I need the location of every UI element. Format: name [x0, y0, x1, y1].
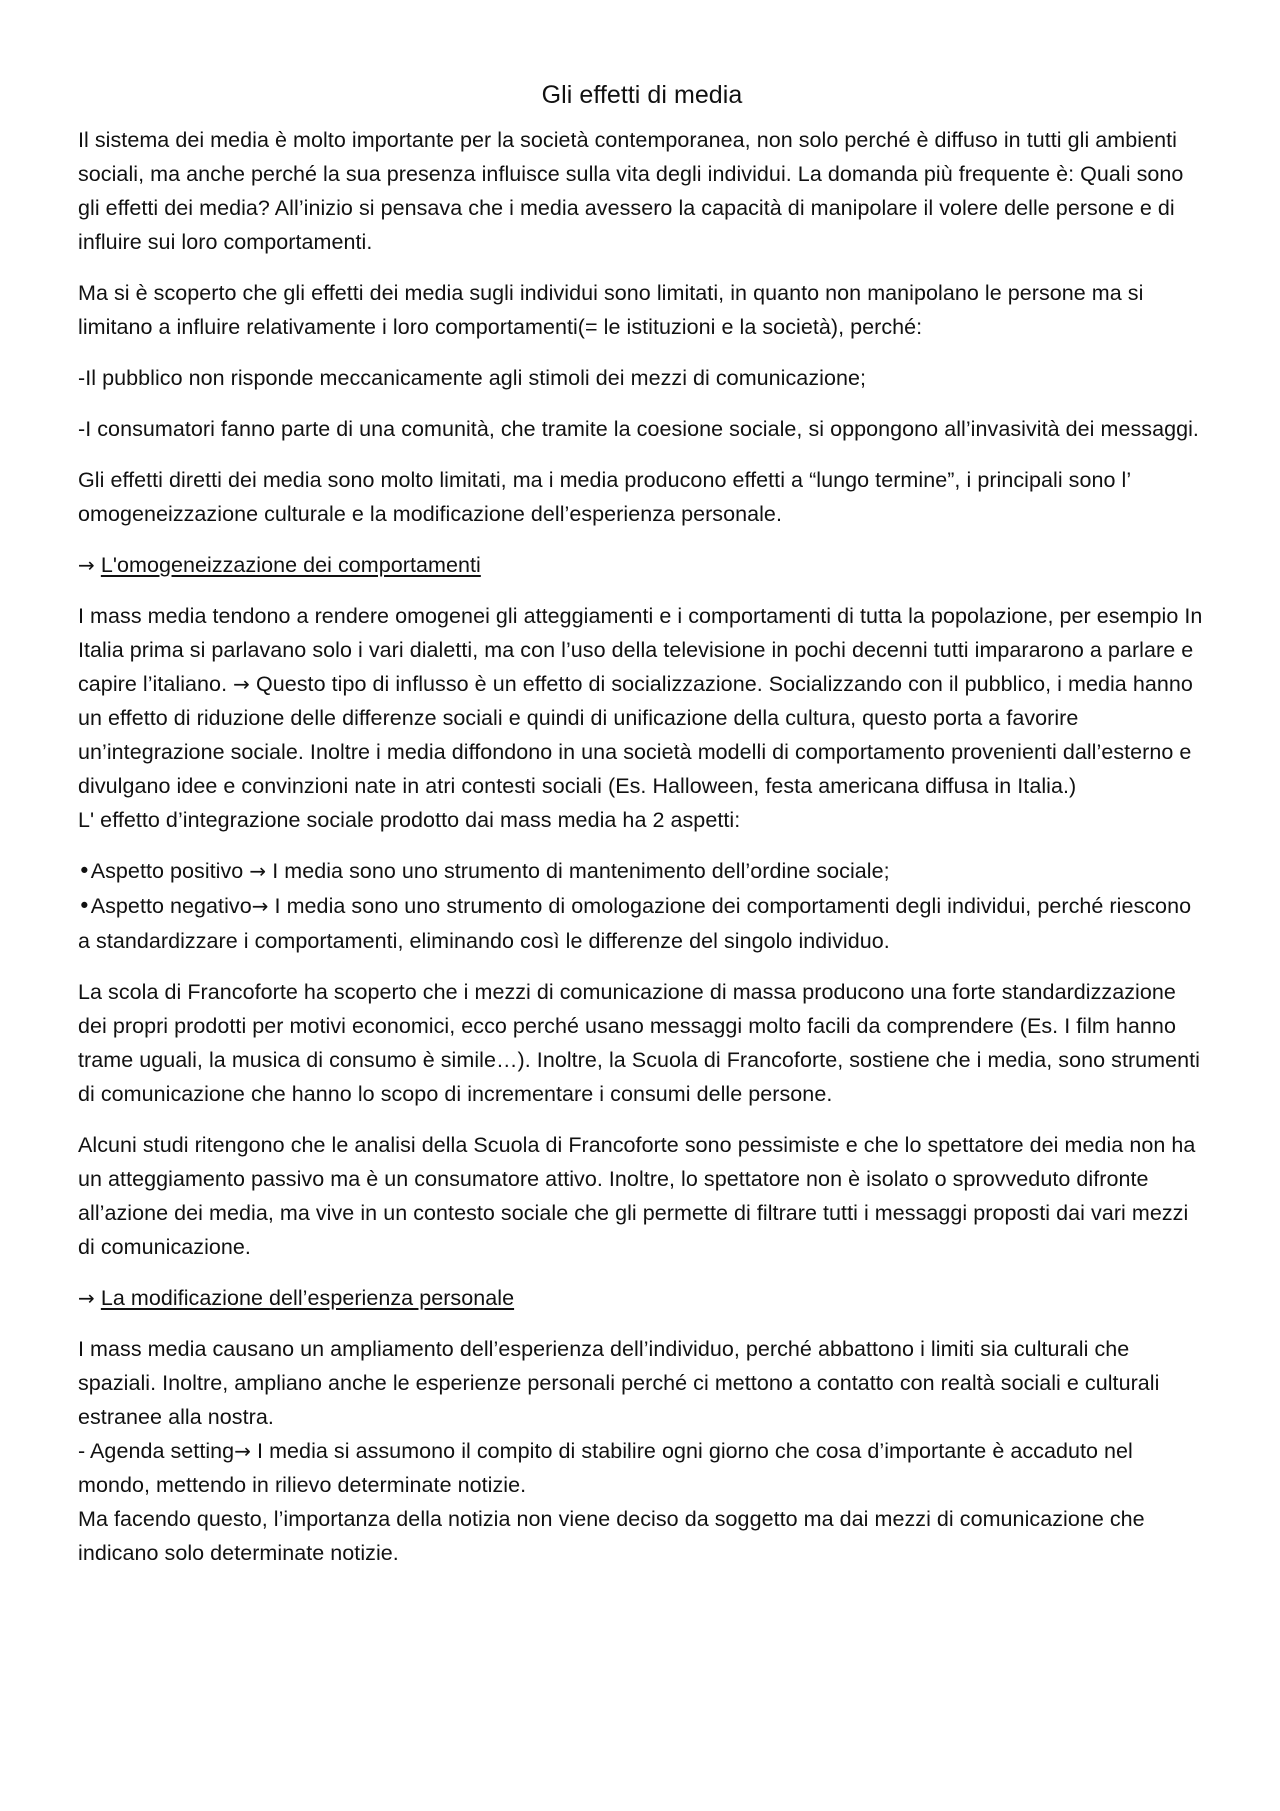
homogenization-text-start: I mass media tendono a rendere omogenei gli atteggiamenti e i comportamenti di tutta la popolazione, per esempio In Italia prima si parlavano solo i vari dialetti, ma con l’uso della televisione in pochi decenni tutti impararono a parlare e capire l’italiano.	[78, 604, 1203, 696]
list-item	[78, 889, 1206, 958]
list-item	[78, 854, 1206, 889]
agenda-label: - Agenda setting	[78, 1439, 235, 1463]
aspect-text: I media sono uno strumento di mantenimento dell’ordine sociale;	[272, 859, 890, 883]
arrow-icon: →	[249, 859, 267, 883]
point-consumers: -I consumatori fanno parte di una comunità, che tramite la coesione sociale, si oppongono all’invasività dei messaggi.	[78, 417, 1199, 441]
page-title: Gli effetti di media	[541, 81, 743, 109]
integration-aspects-line: L' effetto d’integrazione sociale prodotto dai mass media ha 2 aspetti:	[78, 808, 741, 832]
aspects-list	[78, 854, 1206, 958]
point-audience: -Il pubblico non risponde meccanicamente agli stimoli dei mezzi di comunicazione;	[78, 366, 866, 390]
section-heading-text: L'omogeneizzazione dei comportamenti	[100, 553, 481, 577]
intro-paragraph: Il sistema dei media è molto importante per la società contemporanea, non solo perché è diffuso in tutti gli ambienti sociali, ma anche perché la sua presenza influisce sulla vita degli individui. La domanda più frequente è: Quali sono gli effetti dei media? All’inizio si pensava che i media avessero la capacità di manipolare il volere delle persone e di influire sui loro comportamenti.	[78, 128, 1184, 254]
document-page	[78, 78, 1206, 1587]
aspect-label: Aspetto negativo	[90, 894, 252, 918]
homogenization-text-rest: Questo tipo di influsso è un effetto di socializzazione. Socializzando con il pubblico, i media hanno un effetto di riduzione delle differenze sociali e quindi di unificazione della cultura, questo porta a favorire un’integrazione sociale. Inoltre i media diffondono in una società modelli di comportamento provenienti dall’esterno e divulgano idee e convinzioni nate in atri contesti sociali (Es. Halloween, festa americana diffusa in Italia.)	[78, 672, 1193, 798]
arrow-icon: →	[234, 1439, 252, 1463]
arrow-icon: →	[78, 1286, 95, 1310]
bullet-icon: •	[78, 859, 91, 884]
agenda-text: I media si assumono il compito di stabilire ogni giorno che cosa d’importante è accaduto nel mondo, mettendo in rilievo determinate notizie.	[78, 1439, 1133, 1497]
section-heading-text: La modificazione dell’esperienza personale	[100, 1286, 515, 1310]
discovery-paragraph: Ma si è scoperto che gli effetti dei media sugli individui sono limitati, in quanto non manipolano le persone ma si limitano a influire relativamente i loro comportamenti(= le istituzioni e la società), perché:	[78, 281, 1144, 339]
aspect-text: I media sono uno strumento di omologazione dei comportamenti degli individui, perché riescono a standardizzare i comportamenti, eliminando così le differenze del singolo individuo.	[78, 894, 1192, 953]
aspect-label: Aspetto positivo	[90, 859, 244, 883]
homogenization-paragraph	[78, 599, 1206, 803]
frankfurt-paragraph: La scola di Francoforte ha scoperto che i mezzi di comunicazione di massa producono una forte standardizzazione dei propri prodotti per motivi economici, ecco perché usano messaggi molto facili da comprendere (Es. I film hanno trame uguali, la musica di consumo è simile…). Inoltre, la Scuola di Francoforte, sostiene che i media, sono strumenti di comunicazione che hanno lo scopo di incrementare i consumi delle persone.	[78, 980, 1201, 1106]
experience-paragraph: I mass media causano un ampliamento dell’esperienza dell’individuo, perché abbattono i limiti sia culturali che spaziali. Inoltre, ampliano anche le esperienze personali perché ci mettono a contatto con realtà sociali e culturali estranee alla nostra.	[78, 1337, 1160, 1429]
arrow-icon: →	[251, 894, 269, 918]
closing-paragraph: Ma facendo questo, l’importanza della notizia non viene deciso da soggetto ma dai mezzi di comunicazione che indicano solo determinate notizie.	[78, 1507, 1145, 1565]
long-term-paragraph: Gli effetti diretti dei media sono molto limitati, ma i media producono effetti a “lungo termine”, i principali sono l’ omogeneizzazione culturale e la modificazione dell’esperienza personale.	[78, 468, 1131, 526]
bullet-icon: •	[78, 894, 91, 919]
agenda-setting-paragraph	[78, 1434, 1206, 1502]
arrow-icon: →	[233, 672, 250, 696]
arrow-icon: →	[78, 553, 95, 577]
section-heading-homogenization	[78, 548, 1206, 582]
section-heading-experience	[78, 1281, 1206, 1315]
studies-paragraph: Alcuni studi ritengono che le analisi della Scuola di Francoforte sono pessimiste e che lo spettatore dei media non ha un atteggiamento passivo ma è un consumatore attivo. Inoltre, lo spettatore non è isolato o sprovveduto difronte all’azione dei media, ma vive in un contesto sociale che gli permette di filtrare tutti i messaggi proposti dai vari mezzi di comunicazione.	[78, 1133, 1196, 1259]
